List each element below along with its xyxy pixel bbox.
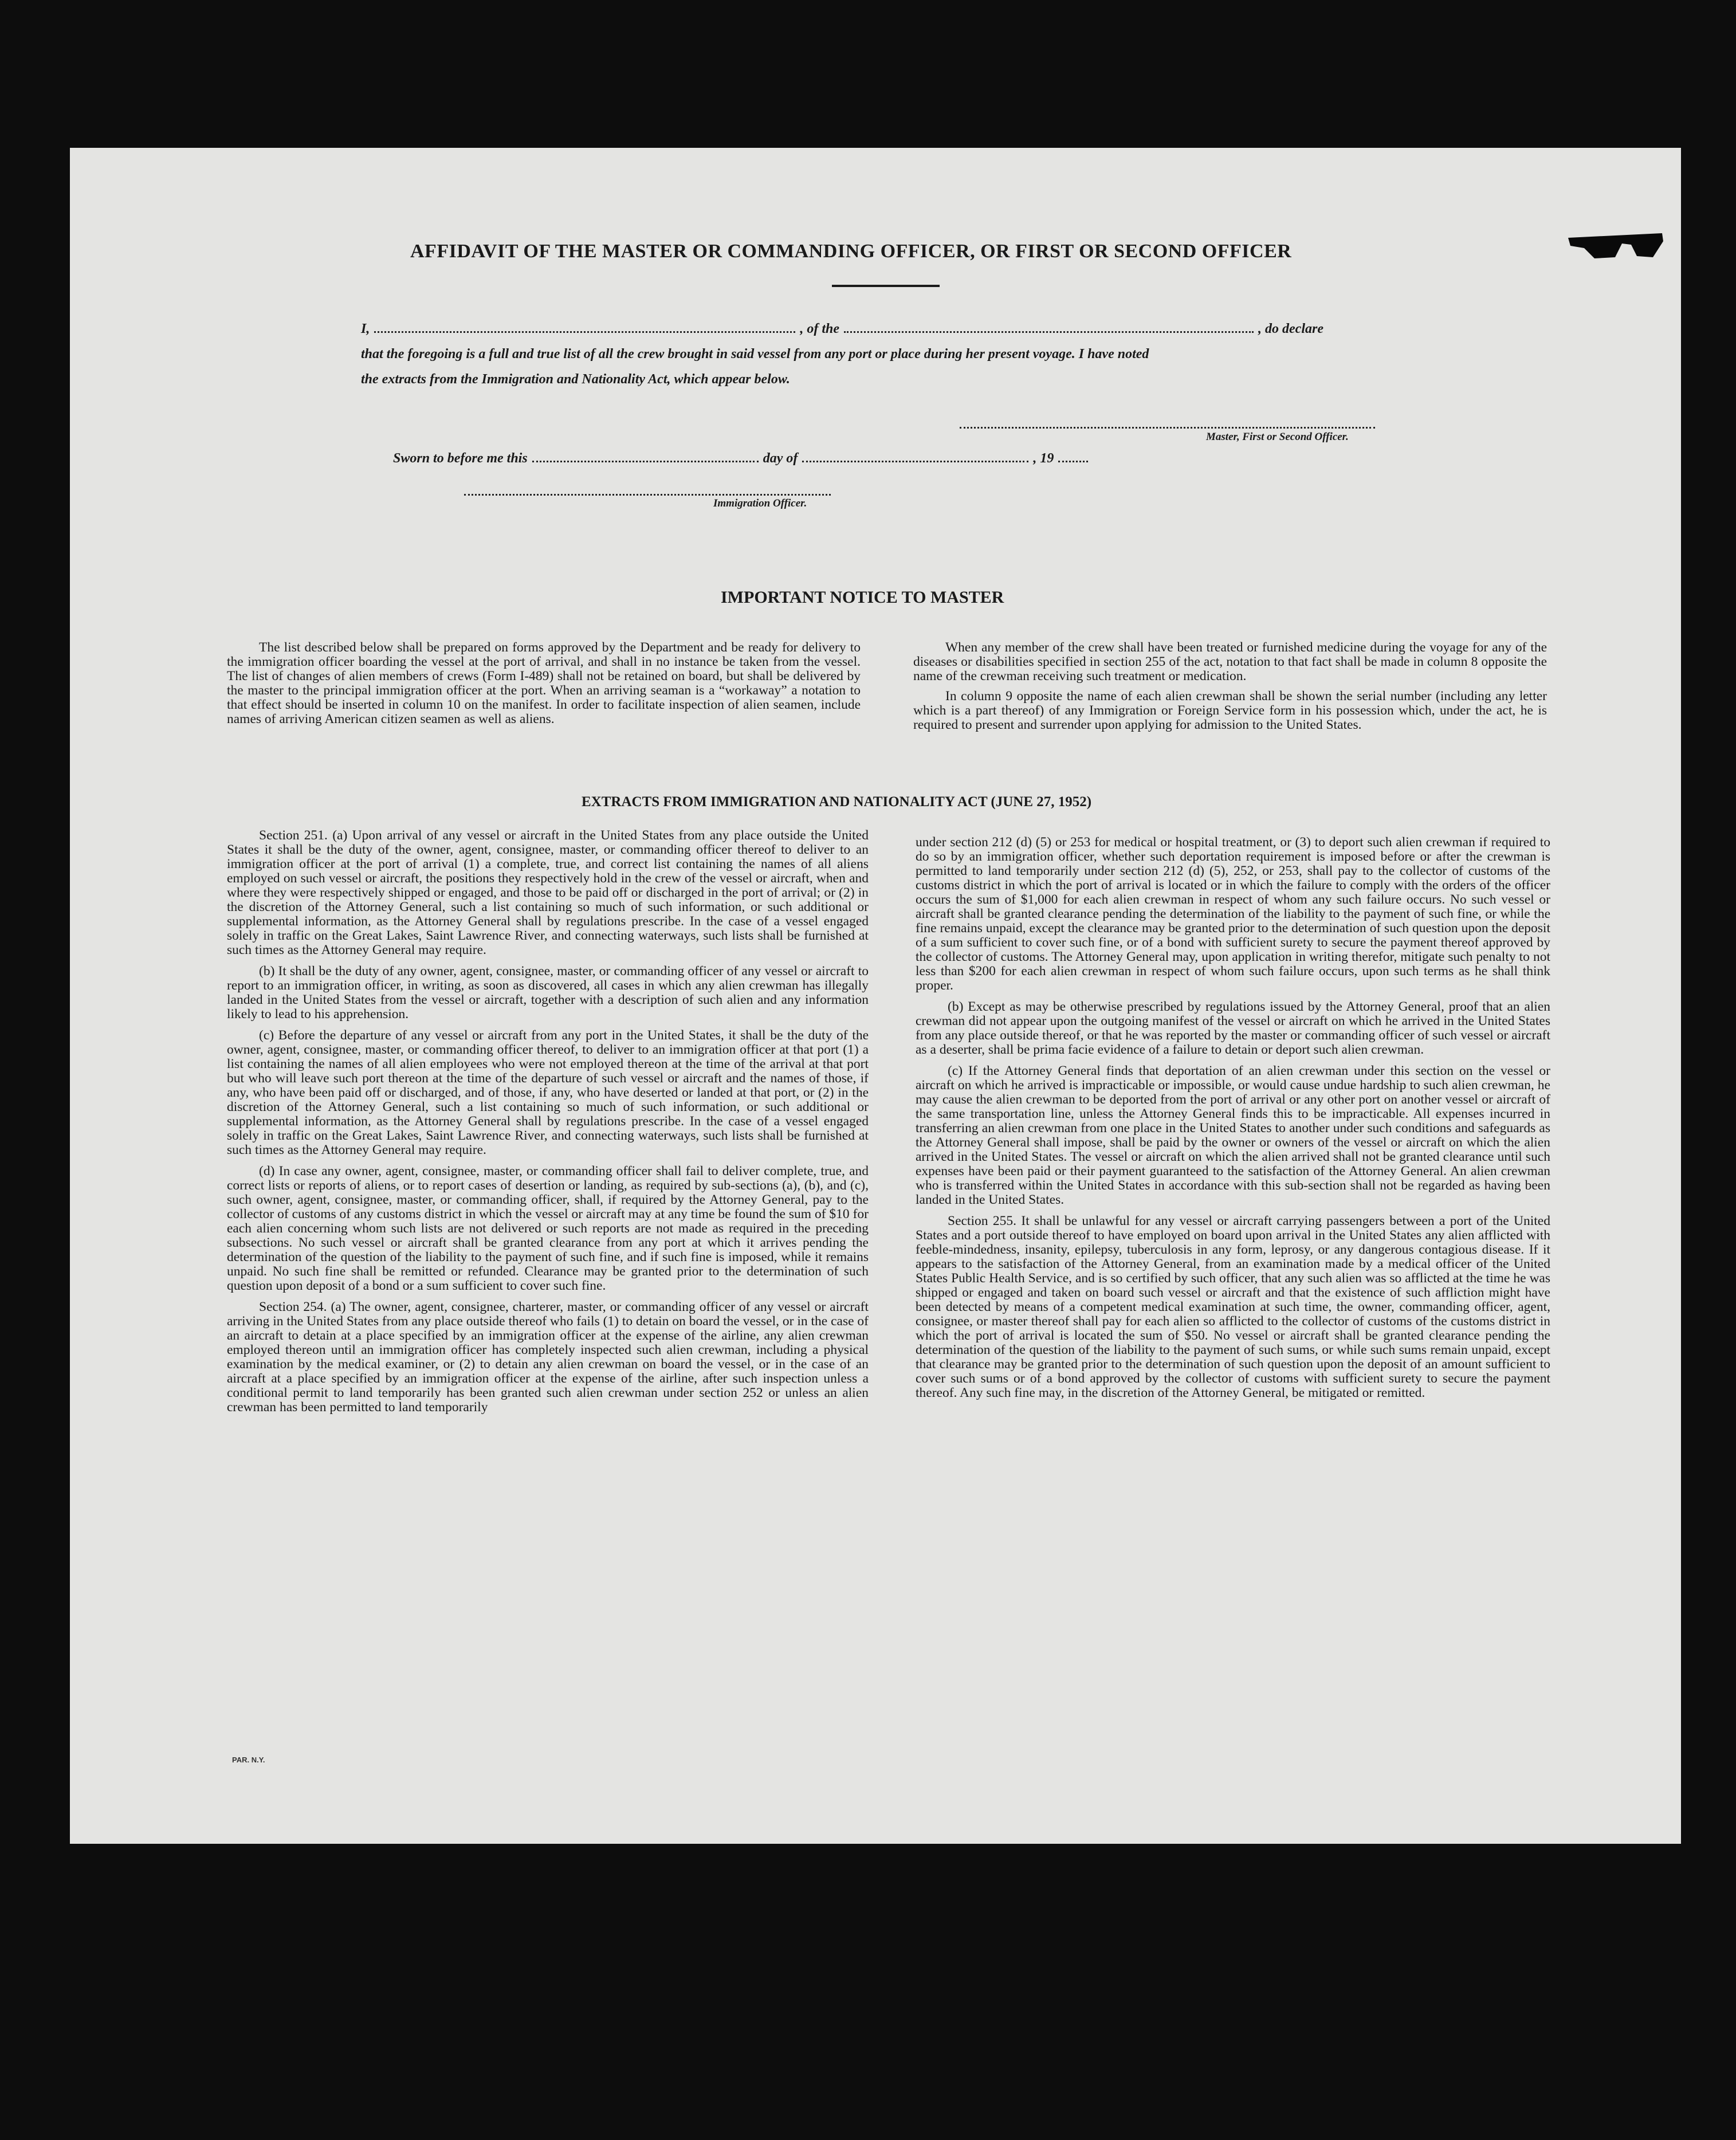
law-paragraph: (d) In case any owner, agent, consignee, master, or commanding officer shall fail to deliver complete, true, and correct lists or reports of aliens, or to report cases of desertion or landing, as required by sub-sections (a), (b), and (c), such owner, agent, consignee, master, or commanding officer, shall, if required by the Attorney General, pay to the collector of customs of any customs district in which the vessel or aircraft may at any time be found the sum of $10 for each alien concerning whom such lists are not delivered or such reports are not made as required in the preceding subsections. No such vessel or aircraft shall be granted clearance from any port at which it arrives pending the determination of the question of the liability to the payment of such fine, and if such fine is imposed, while it remains unpaid. No such fine shall be remitted or refunded. Clearance may be granted prior to the determination of such question upon deposit of a bond or a sum sufficient to cover such fine. bbox=[227, 1164, 869, 1293]
law-left-column bbox=[227, 828, 869, 1415]
of-the-label: , of the bbox=[800, 321, 840, 336]
law-right-column bbox=[916, 835, 1550, 1400]
declaration-line-3: the extracts from the Immigration and Nationality Act, which appear below. bbox=[361, 372, 790, 387]
law-paragraph: (b) Except as may be otherwise prescribed by regulations issued by the Attorney General, proof that an alien crewman did not appear upon the outgoing manifest of the vessel or aircraft on which he arrived in the United States from any place outside thereof, or that he was reported by the master or commanding officer of such vessel or aircraft as a deserter, shall be prima facie evidence of a failure to detain or deport such alien crewman. bbox=[916, 999, 1550, 1057]
affidavit-title: AFFIDAVIT OF THE MASTER OR COMMANDING OFFICER, OR FIRST OR SECOND OFFICER bbox=[410, 241, 1292, 262]
law-paragraph: under section 212 (d) (5) or 253 for medical or hospital treatment, or (3) to deport such alien crewman if required to do so by an immigration officer, whether such deportation requirement is imposed before or after the crewman is permitted to land temporarily under section 212 (d) (5), 252, or 253, shall pay to the collector of customs of the customs district in which the port of arrival is located or in which the failure to comply with the orders of the officer occurs the sum of $1,000 for each alien crewman in respect of whom any such failure occurs. No such vessel or aircraft shall be granted clearance pending the determination of the liability to the payment of such fine, or while the fine remains unpaid, except the clearance may be granted prior to the determination of such question upon the deposit of a sum sufficient to cover such fine, or of a bond with sufficient surety to secure the payment thereof approved by the collector of customs. The Attorney General may, upon application in writing therefor, mitigate such penalty to not less than $200 for each alien crewman in respect of whom such failure occurs, upon such terms as he shall think proper. bbox=[916, 835, 1550, 993]
sworn-month-blank[interactable] bbox=[802, 448, 1028, 462]
declarant-name-blank[interactable] bbox=[374, 319, 795, 333]
ink-blot bbox=[1567, 231, 1664, 261]
law-paragraph: (c) If the Attorney General finds that deportation of an alien crewman under this section on the vessel or aircraft on which he arrived is impracticable or impossible, or would cause undue hardship to such alien crewman, he may cause the alien crewman to be deported from the port of arrival or any other port on another vessel or aircraft of the same transportation line, unless the Attorney General finds this to be impracticable. All expenses incurred in transferring an alien crewman from one place in the United States to another under such conditions and safeguards as the Attorney General shall impose, shall be paid by the owner or owners of the vessel or aircraft on which the alien arrived in the United States. The vessel or aircraft on which the alien arrived shall not be granted clearance until such expenses have been paid or their payment guaranteed to the satisfaction of the Attorney General. An alien crewman who is transferred within the United States in accordance with this sub-section shall not be regarded as having been landed in the United States. bbox=[916, 1063, 1550, 1207]
notice-right-column bbox=[913, 641, 1547, 732]
notice-paragraph: The list described below shall be prepared on forms approved by the Department and be ready for delivery to the immigration officer boarding the vessel at the port of arrival, and shall in no instance be taken from the vessel. The list of changes of alien members of crews (Form I-489) shall not be retained on board, but shall be delivered by the master to the principal immigration officer at the port. When an arriving seaman is a “workaway” a notation to that effect should be inserted in column 10 on the manifest. In order to facilitate inspection of alien seamen, include names of arriving American citizen seamen as well as aliens. bbox=[227, 640, 861, 727]
do-declare-label: , do declare bbox=[1258, 321, 1323, 336]
notice-paragraph: In column 9 opposite the name of each alien crewman shall be shown the serial number (including any letter which is a part thereof) of any Immigration or Foreign Service form in his possession which, under the act, he is required to present and surrender upon applying for admission to the United States. bbox=[913, 689, 1547, 732]
declaration-line-2: that the foregoing is a full and true list of all the crew brought in said vessel from any port or place during her present voyage. I have noted bbox=[361, 347, 1149, 362]
printer-mark: PAR. N.Y. bbox=[232, 1756, 265, 1764]
law-paragraph: Section 254. (a) The owner, agent, consignee, charterer, master, or commanding officer of any vessel or aircraft arriving in the United States from any place outside thereof who fails (1) to detain on board the vessel, or in the case of an aircraft to detain at a place specified by an immigration officer at the expense of the airline, any alien crewman employed thereon until an immigration officer has completely inspected such alien crewman, including a physical examination by the medical examiner, or (2) to detain any alien crewman on board the vessel, or in the case of an aircraft at a place specified by an immigration officer at the expense of the airline, after such inspection unless a conditional permit to land temporarily has been granted such alien crewman under section 252 or unless an alien crewman has been permitted to land temporarily bbox=[227, 1299, 869, 1415]
master-signature-line[interactable] bbox=[960, 427, 1375, 429]
i-label: I, bbox=[361, 321, 370, 336]
sworn-day-blank[interactable] bbox=[532, 448, 759, 462]
sworn-label: Sworn to before me this bbox=[393, 451, 528, 466]
immigration-officer-caption: Immigration Officer. bbox=[713, 497, 807, 509]
notice-paragraph: When any member of the crew shall have been treated or furnished medicine during the voyage for any of the diseases or disabilities specified in section 255 of the act, notation to that fact shall be made in column 8 opposite the name of the crewman receiving such treatment or medication. bbox=[913, 640, 1547, 684]
law-paragraph: Section 255. It shall be unlawful for any vessel or aircraft carrying passengers between a port of the United States and a port outside thereof to have employed on board upon arrival in the United States any alien afflicted with feeble-mindedness, insanity, epilepsy, tuberculosis in any form, leprosy, or any dangerous contagious disease. If it appears to the satisfaction of the Attorney General, from an examination made by a medical officer of the United States Public Health Service, and is so certified by such officer, that any such alien was so afflicted at the time he was shipped or engaged and taken on board such vessel or aircraft and that the existence of such affliction might have been detected by means of a competent medical examination at such time, the owner, commanding officer, agent, consignee, or master thereof shall pay for each alien so afflicted to the collector of customs of the customs district in which the port of arrival is located the sum of $50. No vessel or aircraft shall be granted clearance pending the determination of the question of the liability to the payment of such sums, or while such sums remain unpaid, except that clearance may be granted prior to the determination of such question upon the deposit of an amount sufficient to cover such sums or of a bond approved by the collector of customs with sufficient surety to secure the payment thereof. Any such fine may, in the discretion of the Attorney General, be mitigated or remitted. bbox=[916, 1214, 1550, 1400]
law-paragraph: (c) Before the departure of any vessel or aircraft from any port in the United States, it shall be the duty of the owner, agent, consignee, master, or commanding officer thereof, to deliver to an immigration officer at that port (1) a list containing the names of all alien employees who were not employed thereon at the time of the arrival at that port but who will leave such port thereon at the time of the departure of such vessel or aircraft and the names of those, if any, who have been paid off or discharged, and of those, if any, who have deserted or landed at that port, or (2) in the discretion of the Attorney General, such a list containing so much of such information, or such additional or supplemental information, as the Attorney General shall by regulations prescribe. In the case of a vessel engaged solely in traffic on the Great Lakes, Saint Lawrence River, and connecting waterways, such lists shall be furnished at such times as the Attorney General may require. bbox=[227, 1028, 869, 1157]
declaration-block bbox=[361, 316, 1409, 392]
day-of-label: day of bbox=[763, 451, 798, 466]
law-paragraph: (b) It shall be the duty of any owner, agent, consignee, master, or commanding officer of any vessel or aircraft to report to an immigration officer, in writing, as soon as discovered, all cases in which any alien crewman has illegally landed in the United States from the vessel or aircraft, together with a description of such alien and any information likely to lead to his apprehension. bbox=[227, 964, 869, 1022]
master-signature-caption: Master, First or Second Officer. bbox=[1206, 431, 1349, 443]
sworn-line bbox=[393, 448, 1088, 466]
law-paragraph: Section 251. (a) Upon arrival of any vessel or aircraft in the United States from any place outside the United States it shall be the duty of the owner, agent, consignee, master, or commanding officer thereof to deliver to an immigration officer at the port of arrival (1) a complete, true, and correct list containing the names of all aliens employed on such vessel or aircraft, the positions they respectively hold in the crew of the vessel or aircraft, when and where they were respectively shipped or engaged, and those to be paid off or discharged in the port of arrival; or (2) in the discretion of the Attorney General, such a list containing so much of such information, or such additional or supplemental information, as the Attorney General shall by regulations prescribe. In the case of a vessel engaged solely in traffic on the Great Lakes, Saint Lawrence River, and connecting waterways, such lists shall be furnished at such times as the Attorney General may require. bbox=[227, 828, 869, 957]
declaration-line-1 bbox=[361, 316, 1409, 341]
title-divider bbox=[832, 285, 940, 287]
extracts-heading: EXTRACTS FROM IMMIGRATION AND NATIONALITY ACT (JUNE 27, 1952) bbox=[582, 794, 1092, 810]
notice-left-column bbox=[227, 641, 861, 727]
sworn-year-blank[interactable] bbox=[1058, 448, 1088, 462]
notice-heading: IMPORTANT NOTICE TO MASTER bbox=[721, 588, 1004, 607]
vessel-name-blank[interactable] bbox=[844, 319, 1254, 333]
year-label: , 19 bbox=[1033, 451, 1054, 466]
immigration-officer-signature-line[interactable] bbox=[464, 494, 831, 496]
